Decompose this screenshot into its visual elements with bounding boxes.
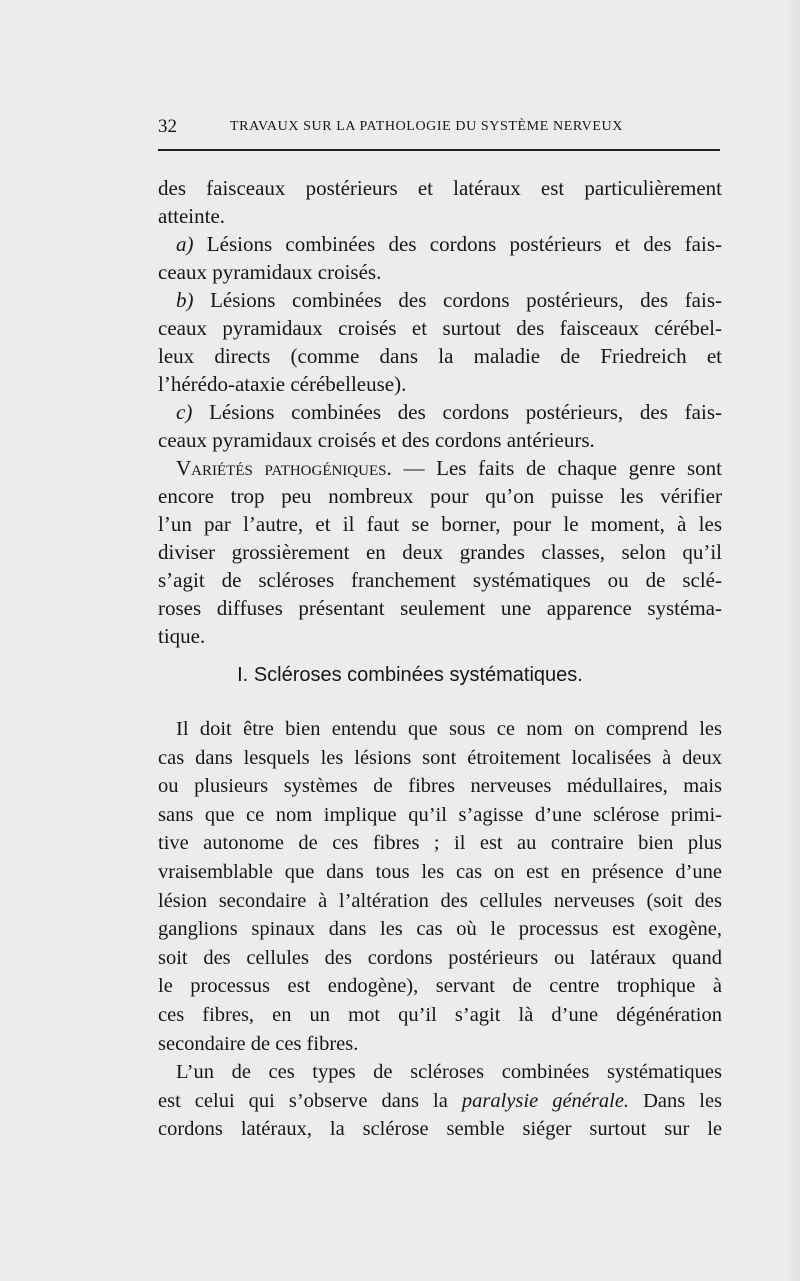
varieties-text: — Les faits de chaque genre sont (403, 456, 722, 480)
text-line: ces fibres, en un mot qu’il s’agit là d’une dégénération (158, 1003, 722, 1026)
text-line: Il doit être bien entendu que sous ce nom on comprend les (176, 718, 722, 740)
list-item-a (158, 230, 722, 258)
page-number: 32 (158, 116, 177, 137)
list-text: Lésions combinées des cordons postérieurs, des fais- (209, 400, 722, 424)
list-text: Lésions combinées des cordons postérieurs, des fais- (210, 288, 723, 312)
text-line: soit des cellules des cordons postérieurs ou latéraux quand (158, 946, 722, 969)
text-line: secondaire de ces fibres. (158, 1032, 359, 1055)
section-heading-inner (237, 661, 583, 689)
text-line: sans que ce nom implique qu’il s’agisse d’une sclérose primi- (158, 803, 722, 826)
text-line: L’un de ces types de scléroses combinées systématiques (176, 1061, 722, 1084)
section-heading (0, 661, 800, 689)
text-line: ceaux pyramidaux croisés et surtout des faisceaux cérébel- (158, 316, 722, 340)
text-line: lésion secondaire à l’altération des cellules nerveuses (soit des (158, 889, 722, 912)
text-line: encore trop peu nombreux pour qu’on puisse les vérifier (158, 484, 722, 508)
text-line: atteinte. (158, 204, 226, 228)
running-header (158, 116, 720, 140)
paragraph-block-2 (158, 715, 722, 1144)
list-text: Lésions combinées des cordons postérieurs et des fais- (206, 232, 723, 256)
text-line: ou plusieurs systèmes de fibres nerveuses médullaires, mais (158, 775, 722, 798)
text-line: ceaux pyramidaux croisés. (158, 260, 382, 284)
list-item-b (158, 286, 722, 314)
page-edge-shadow (786, 0, 800, 1281)
text-line: le processus est endogène), servant de centre trophique à (158, 975, 722, 998)
paralysie-before: est celui qui s’observe dans la (158, 1089, 448, 1112)
text-line: tive autonome de ces fibres ; il est au contraire bien plus (158, 832, 722, 855)
text-line: des faisceaux postérieurs et latéraux est particulièrement (158, 176, 722, 200)
text-line: vraisemblable que dans tous les cas on est en présence d’une (158, 860, 722, 883)
text-line: ceaux pyramidaux croisés et des cordons antérieurs. (158, 428, 595, 452)
paralysie-line (158, 1087, 722, 1116)
running-title: TRAVAUX SUR LA PATHOLOGIE DU SYSTÈME NERVEUX (230, 119, 623, 134)
text-line: tique. (158, 624, 206, 648)
section-number: I. (237, 664, 249, 686)
list-label: b) (176, 288, 194, 312)
list-item-c (158, 398, 722, 426)
list-label: c) (176, 400, 193, 424)
header-rule (158, 149, 720, 151)
text-line: roses diffuses présentant seulement une apparence systéma- (158, 596, 722, 620)
paragraph-block-1 (158, 174, 722, 650)
text-line: l’hérédo-ataxie cérébelleuse). (158, 372, 407, 396)
section-title: Scléroses combinées systématiques. (253, 664, 583, 686)
text-line: l’un par l’autre, et il faut se borner, pour le moment, à les (158, 512, 722, 536)
paralysie-after: Dans les (643, 1089, 723, 1112)
text-line: cas dans lesquels les lésions sont étroitement localisées à deux (158, 746, 722, 769)
varieties-heading: Variétés pathogéniques. (176, 456, 392, 480)
text-line: s’agit de scléroses franchement systématiques ou de sclé- (158, 568, 722, 592)
text-line: cordons latéraux, la sclérose semble siéger surtout sur le (158, 1118, 722, 1141)
list-label: a) (176, 232, 194, 256)
text-line: ganglions spinaux dans les cas où le processus est exogène, (158, 918, 722, 941)
paralysie-emphasis: paralysie générale. (461, 1089, 630, 1112)
varieties-line (158, 454, 722, 482)
text-line: leux directs (comme dans la maladie de Friedreich et (158, 344, 722, 368)
text-line: diviser grossièrement en deux grandes classes, selon qu’il (158, 540, 722, 564)
